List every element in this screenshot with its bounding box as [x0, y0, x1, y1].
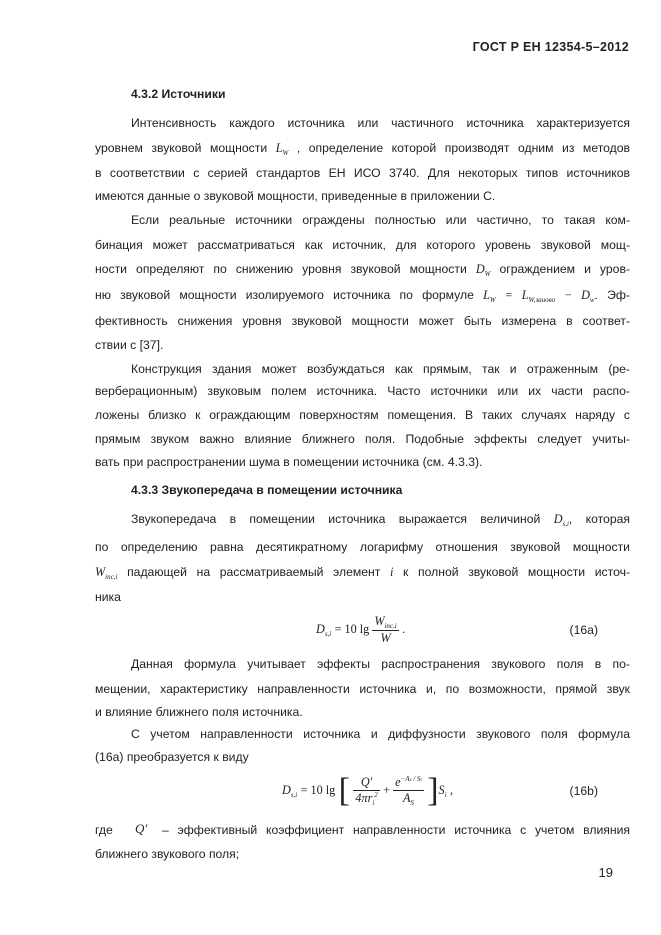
formula-winc: $W_{inc,i}$ [95, 565, 118, 581]
standard-header: ГОСТ Р ЕН 12354-5–2012 [472, 40, 629, 54]
paragraph-line: ника [95, 590, 121, 604]
paragraph-line: бинация может рассматриваться как источник, для которого уровень звуковой мощ- [95, 238, 630, 252]
formula-lw: $L_W$ [275, 141, 289, 157]
paragraph-line: ложены близко к ограждающим поверхностям помещения. В таких случаях наряду с [95, 408, 630, 422]
paragraph-line: и влияние ближнего поля источника. [95, 705, 303, 719]
paragraph-line: верберационным) звуковым полем источника. Часто источники или их части распо- [95, 384, 630, 398]
formula-lw-difference: $L_W = L_{W,заново} - D_w$ [483, 288, 595, 304]
fraction: $\frac{e^{-As / St}}{A_S}$ [395, 775, 422, 807]
paragraph-line: Если реальные источники ограждены полностью или частично, то такая ком- [131, 213, 630, 227]
fraction: $\frac{W_{inc,i}}{W}$ [374, 614, 397, 645]
paragraph-line: Данная формула учитывает эффекты распространения звукового поля в по- [131, 657, 630, 671]
paragraph-line: фективность снижения уровня звуковой мощности может быть измерена в соответ- [95, 314, 630, 328]
paragraph-line: С учетом направленности источника и диффузности звукового поля формула [131, 727, 630, 741]
paragraph-line: прямым звуком важно влияние ближнего поля. Подобные эффекты следует учиты- [95, 432, 630, 446]
paragraph-line: вать при распространении шума в помещении источника (см. 4.3.3). [95, 455, 483, 469]
formula-dw: $D_W$ [475, 262, 491, 278]
formula-i: i [390, 565, 394, 579]
equation-16a: $D_{s,i} = 10$ lg $\frac{W_{inc,i}}{W}$ . [316, 614, 406, 645]
section-heading-4-3-3: 4.3.3 Звукопередача в помещении источника [131, 483, 403, 497]
paragraph-line: уровнем звуковой мощности $L_W$ , определение которой производят одним из методов [95, 141, 631, 157]
paragraph-line: по определению равна десятикратному логарифму отношения звуковой мощности [95, 540, 630, 554]
equation-number-16a: (16a) [569, 623, 598, 637]
section-heading-4-3-2: 4.3.2 Источники [131, 87, 226, 101]
paragraph-line: мещении, характеристику направленности источника и, по возможности, прямой звук [95, 682, 630, 696]
paragraph-line: ню звуковой мощности изолируемого источника по формуле $L_W = L_{W,заново} - D_w$. Эф- [95, 288, 630, 304]
paragraph-line: Звукопередача в помещении источника выражается величиной $D_{s,i}$, которая [131, 512, 630, 528]
paragraph-line: – эффективный коэффициент направленности источника с учетом влияния [162, 823, 630, 837]
paragraph-line: ближнего звукового поля; [95, 847, 240, 861]
paragraph-line: (16а) преобразуется к виду [95, 750, 249, 764]
paragraph-line: ствии с [37]. [95, 338, 164, 352]
paragraph-line: Интенсивность каждого источника или частичного источника характеризуется [131, 116, 630, 130]
paragraph-line: имеются данные о звуковой мощности, приведенные в приложении С. [95, 189, 496, 203]
page-number: 19 [598, 865, 613, 880]
paragraph-line: в соответствии с серией стандартов ЕН ИСО 3740. Для некоторых типов источников [95, 166, 630, 180]
formula-dsi: $D_{s,i}$ [553, 512, 569, 528]
where-label: где [95, 823, 113, 837]
paragraph-line: ности определяют по снижению уровня звуковой мощности $D_W$ ограждением и уров- [95, 262, 630, 278]
paragraph-line: $W_{inc,i}$ падающей на рассматриваемый элемент i к полной звуковой мощности источ- [95, 565, 630, 581]
formula-q: Q′ [135, 821, 148, 836]
equation-number-16b: (16b) [569, 784, 598, 798]
paragraph-line: Конструкция здания может возбуждаться как прямым, так и отраженным (ре- [131, 362, 630, 376]
equation-16b: $D_{s,i} = 10$ lg [ $\frac{Q'}{4\pi r_i^2}$ + $\frac{e^{-As / St}}{A_S}$ ]$S_i$ , [282, 772, 454, 809]
fraction: $\frac{Q'}{4\pi r_i^2}$ [355, 775, 378, 807]
